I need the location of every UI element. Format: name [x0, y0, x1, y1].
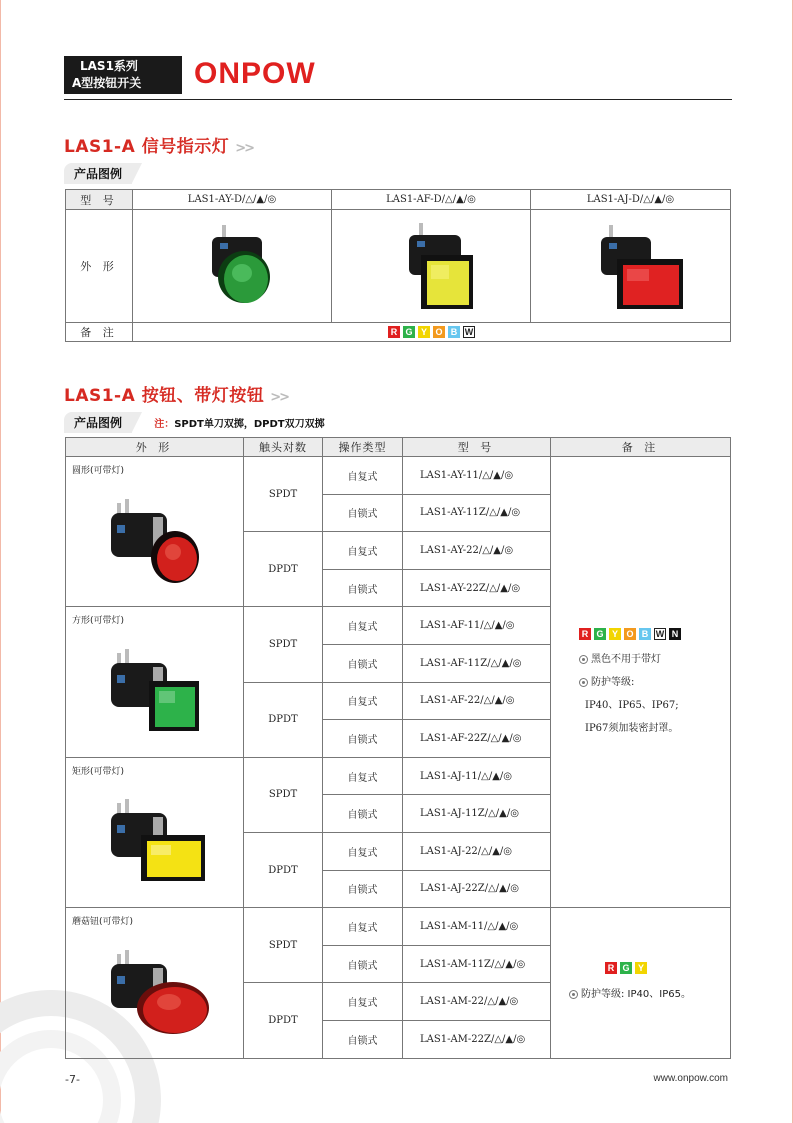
remark-line1 — [569, 983, 730, 1006]
section1-title-text: LAS1-A 信号指示灯 — [64, 137, 230, 157]
chevron-icon: >> — [235, 141, 253, 156]
shape-cell — [66, 757, 244, 907]
model-number: LAS1-AY-22/△/▲/◎ — [403, 532, 551, 570]
remark-text: IP40、IP65、IP67; — [585, 699, 679, 711]
square-pushbutton-icon — [95, 635, 215, 740]
model-number: LAS1-AF-11Z/△/▲/◎ — [403, 644, 551, 682]
color-swatch-g: G — [403, 326, 415, 338]
series-badge — [64, 56, 182, 94]
remark-content — [551, 625, 730, 740]
operation-type: 自复式 — [323, 832, 403, 870]
contact-type: DPDT — [244, 532, 323, 607]
operation-type: 自锁式 — [323, 945, 403, 983]
color-swatch-y: Y — [418, 326, 430, 338]
website-link[interactable]: www.onpow.com — [653, 1073, 728, 1084]
header-type: 型 号 — [66, 190, 133, 210]
series-line1: LAS1系列 — [80, 59, 138, 73]
model-number: LAS1-AY-22Z/△/▲/◎ — [403, 569, 551, 607]
table-row — [66, 457, 731, 495]
color-swatch-b: B — [639, 628, 651, 640]
model-af-d: LAS1-AF-D/△/▲/◎ — [332, 190, 531, 210]
remark-line3 — [579, 694, 730, 717]
operation-type: 自锁式 — [323, 795, 403, 833]
remark-text: IP67须加装密封罩。 — [585, 722, 679, 734]
section2-title — [64, 381, 288, 406]
rect-red-indicator-icon — [571, 215, 691, 315]
model-number: LAS1-AY-11/△/▲/◎ — [403, 457, 551, 495]
operation-type: 自复式 — [323, 532, 403, 570]
operation-type: 自锁式 — [323, 870, 403, 908]
shape-label: 蘑菇钮(可带灯) — [72, 917, 134, 928]
operation-type: 自锁式 — [323, 494, 403, 532]
contact-type: SPDT — [244, 457, 323, 532]
contact-type: DPDT — [244, 983, 323, 1058]
remark-text: 防护等级: IP40、IP65。 — [581, 988, 691, 1000]
note-text: SPDT单刀双掷，DPDT双刀双掷 — [174, 419, 325, 430]
section2-subtitle — [64, 412, 325, 432]
model-aj-d: LAS1-AJ-D/△/▲/◎ — [531, 190, 731, 210]
operation-type: 自复式 — [323, 908, 403, 946]
color-swatch-w: W — [655, 628, 665, 639]
remark-text: 防护等级: — [591, 676, 635, 688]
round-pushbutton-icon — [95, 485, 215, 590]
bullet-circle-icon — [579, 678, 588, 687]
contact-type: DPDT — [244, 832, 323, 907]
onpow-logo: ONPOW — [194, 57, 316, 90]
color-swatch-b: B — [448, 326, 460, 338]
remark-content — [551, 960, 730, 1006]
operation-type: 自锁式 — [323, 644, 403, 682]
section1-title — [64, 132, 253, 157]
shape-cell — [66, 457, 244, 607]
bullet-circle-icon — [569, 990, 578, 999]
shape-label: 方形(可带灯) — [72, 616, 125, 627]
contact-type: SPDT — [244, 908, 323, 983]
remark-line1 — [579, 648, 730, 671]
operation-type: 自复式 — [323, 607, 403, 645]
model-number: LAS1-AJ-22Z/△/▲/◎ — [403, 870, 551, 908]
model-number: LAS1-AJ-11Z/△/▲/◎ — [403, 795, 551, 833]
operation-type: 自锁式 — [323, 720, 403, 758]
section1-subtitle — [64, 163, 132, 183]
operation-type: 自复式 — [323, 983, 403, 1021]
color-options — [133, 323, 731, 342]
series-line2: A型按钮开关 — [72, 76, 142, 90]
contact-note — [154, 415, 324, 430]
section1-subtitle-text: 产品图例 — [64, 163, 132, 184]
header-shape: 外 形 — [66, 438, 244, 457]
indicator-rect-image — [531, 210, 731, 323]
color-swatch-n: N — [669, 628, 681, 640]
shape-label: 圆形(可带灯) — [72, 466, 125, 476]
note-label: 注： — [154, 419, 175, 430]
section2-title-text: LAS1-A 按钮、带灯按钮 — [64, 386, 265, 406]
color-swatch-r: R — [579, 628, 591, 640]
operation-type: 自复式 — [323, 757, 403, 795]
model-number: LAS1-AJ-11/△/▲/◎ — [403, 757, 551, 795]
color-swatch-r: R — [605, 962, 617, 974]
color-swatch-o: O — [624, 628, 636, 640]
contact-type: DPDT — [244, 682, 323, 757]
operation-type: 自复式 — [323, 457, 403, 495]
operation-type: 自复式 — [323, 682, 403, 720]
operation-type: 自锁式 — [323, 1020, 403, 1058]
indicator-round-image — [133, 210, 332, 323]
color-swatch-o: O — [433, 326, 445, 338]
color-swatch-g: G — [620, 962, 632, 974]
model-number: LAS1-AF-11/△/▲/◎ — [403, 607, 551, 645]
shape-cell — [66, 607, 244, 757]
color-swatch-y: Y — [609, 628, 621, 640]
round-green-indicator-icon — [172, 215, 292, 315]
table-row — [66, 908, 731, 946]
model-number: LAS1-AM-22Z/△/▲/◎ — [403, 1020, 551, 1058]
model-number: LAS1-AF-22/△/▲/◎ — [403, 682, 551, 720]
operation-type: 自锁式 — [323, 569, 403, 607]
model-number: LAS1-AY-11Z/△/▲/◎ — [403, 494, 551, 532]
header-model: 型 号 — [403, 438, 551, 457]
remark-cell — [551, 908, 731, 1058]
contact-type: SPDT — [244, 757, 323, 832]
round-pushbutton-icon — [95, 936, 215, 1041]
color-swatch-y: Y — [635, 962, 647, 974]
indicator-square-image — [332, 210, 531, 323]
remark-line4 — [579, 717, 730, 740]
remark-text: 黑色不用于带灯 — [591, 653, 661, 665]
model-number: LAS1-AF-22Z/△/▲/◎ — [403, 720, 551, 758]
color-swatch-w: W — [464, 327, 474, 337]
page-number: -7- — [65, 1073, 80, 1086]
model-number: LAS1-AJ-22/△/▲/◎ — [403, 832, 551, 870]
shape-label: 矩形(可带灯) — [72, 766, 125, 777]
square-yellow-indicator-icon — [371, 215, 491, 315]
chevron-icon: >> — [270, 390, 288, 405]
remark-color-swatches — [579, 628, 681, 640]
section2-subtitle-text: 产品图例 — [64, 412, 132, 433]
color-swatch-g: G — [594, 628, 606, 640]
contact-type: SPDT — [244, 607, 323, 682]
button-table-body — [66, 457, 731, 1059]
header-divider — [64, 99, 732, 100]
header-contacts: 触头对数 — [244, 438, 323, 457]
row-note-label: 备 注 — [66, 323, 133, 342]
model-number: LAS1-AM-11Z/△/▲/◎ — [403, 945, 551, 983]
remark-line2 — [579, 671, 730, 694]
color-swatches — [388, 326, 475, 338]
model-number: LAS1-AM-22/△/▲/◎ — [403, 983, 551, 1021]
model-ay-d: LAS1-AY-D/△/▲/◎ — [133, 190, 332, 210]
header-operation: 操作类型 — [323, 438, 403, 457]
color-swatch-r: R — [388, 326, 400, 338]
header-remark: 备 注 — [551, 438, 731, 457]
bullet-circle-icon — [579, 655, 588, 664]
indicator-table — [65, 189, 731, 342]
row-shape-label: 外 形 — [66, 210, 133, 323]
button-table — [65, 437, 731, 1059]
remark-color-swatches — [605, 962, 647, 974]
model-number: LAS1-AM-11/△/▲/◎ — [403, 908, 551, 946]
shape-cell — [66, 908, 244, 1058]
remark-cell — [551, 457, 731, 908]
square-pushbutton-icon — [95, 785, 215, 890]
